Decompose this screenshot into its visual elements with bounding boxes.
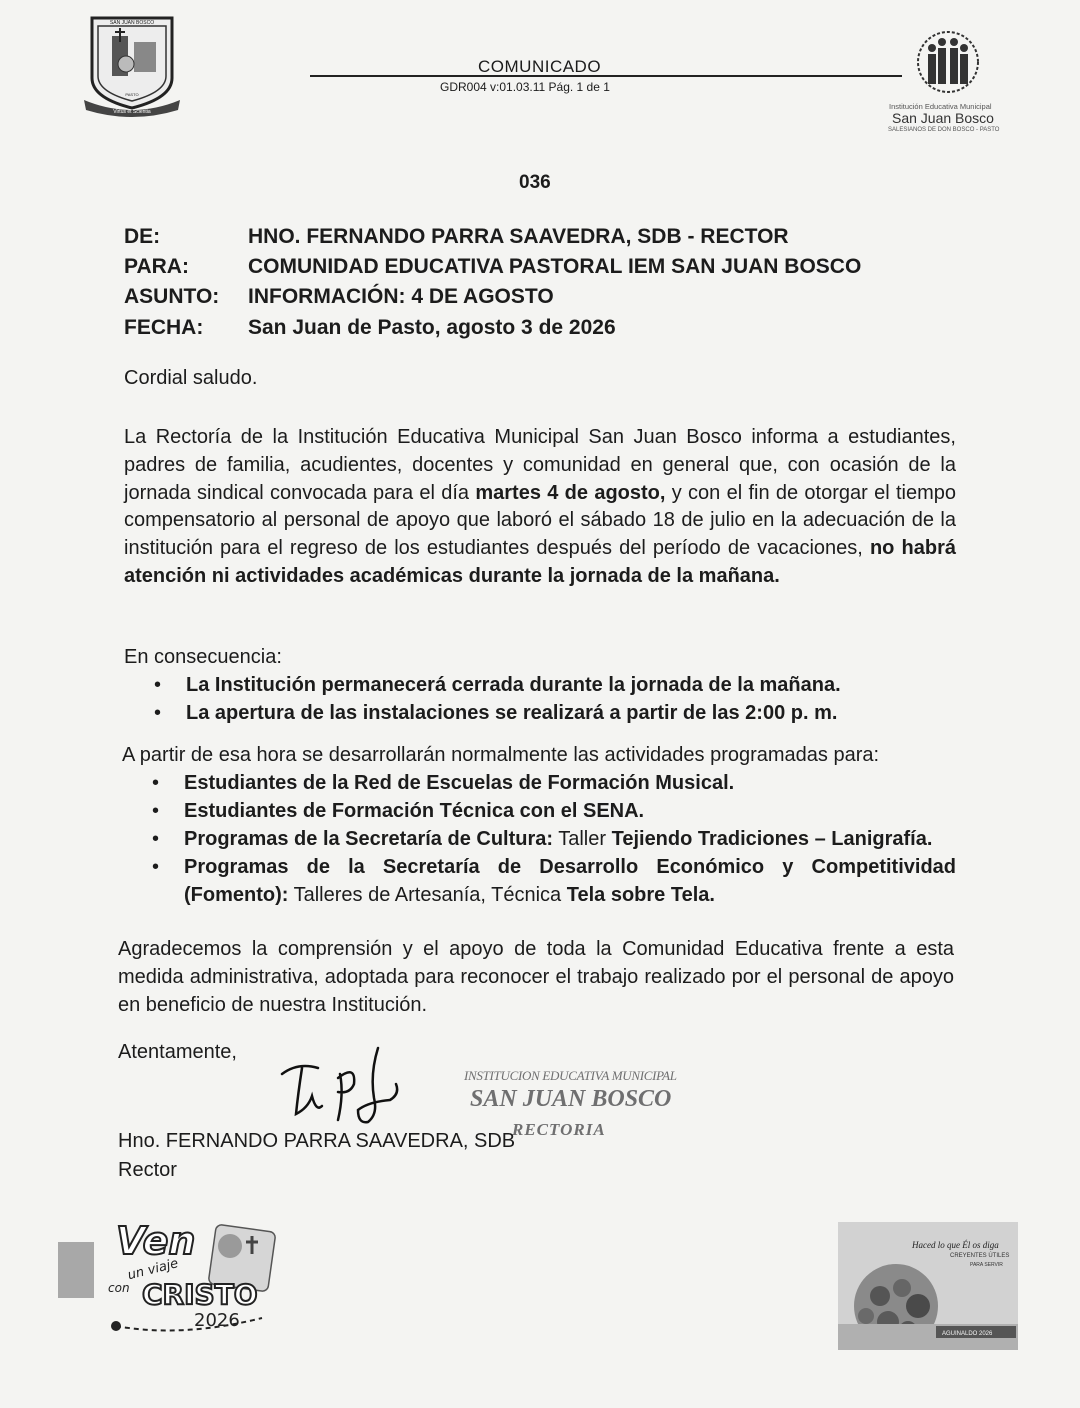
signer-role: Rector <box>118 1159 177 1181</box>
activity-item <box>122 797 956 825</box>
ven-un-viaje-con-cristo-logo <box>102 1214 280 1334</box>
aguinaldo-subtitle1: CREYENTES ÚTILES <box>950 1253 1010 1259</box>
cristo-text: CRISTO <box>142 1278 258 1311</box>
consequences-intro: En consecuencia: <box>124 646 282 668</box>
activity-title: Programas de la Secretaría de Desarrollo Económico y Competitividad (Fomento): <box>184 856 956 906</box>
activities-intro: A partir de esa hora se desarrollarán normalmente las actividades programadas para: <box>122 744 880 766</box>
main-paragraph-part2: y con el fin de otorgar el tiempo compensatorio al personal de apoyo que laboró el sábado 18 de julio en la adecuación de la institución para el regreso de los estudiantes después del período de vacaciones, <box>124 481 956 560</box>
activity-text: Taller <box>553 828 612 850</box>
activity-item <box>122 769 956 797</box>
memo-subject-row <box>124 285 554 309</box>
memo-from-row <box>124 225 789 249</box>
crest-city-text: PASTO <box>125 92 139 97</box>
aguinaldo-subtitle2: PARA SERVIR <box>970 1262 1003 1268</box>
activity-highlight: Tejiendo Tradiciones – Lanigrafía. <box>611 828 933 850</box>
activity-text: Estudiantes de la Red de Escuelas de Formación Musical. <box>184 772 735 794</box>
signer-name: Hno. FERNANDO PARRA SAAVEDRA, SDB <box>118 1130 516 1152</box>
consequence-text: La apertura de las instalaciones se realizará a partir de las 2:00 p. m. <box>186 702 838 724</box>
memo-subject-value: INFORMACIÓN: 4 DE AGOSTO <box>248 285 554 308</box>
year-text: 2026 <box>194 1310 240 1331</box>
document-number: 036 <box>519 172 551 193</box>
memo-subject-label: ASUNTO: <box>124 285 220 308</box>
activity-text: Talleres de Artesanía, Técnica <box>288 884 567 906</box>
memo-from-value: HNO. FERNANDO PARRA SAAVEDRA, SDB - RECTOR <box>248 225 789 248</box>
activities-section <box>122 741 956 909</box>
logo-caption-line3: SALESIANOS DE DON BOSCO - PASTO <box>888 127 1000 133</box>
aguinaldo-year-label: AGUINALDO 2026 <box>942 1331 993 1337</box>
aguinaldo-logo <box>838 1222 1018 1350</box>
scan-edge-bar <box>58 1242 94 1298</box>
consequences-list <box>124 671 964 727</box>
stamp-line2: SAN JUAN BOSCO <box>470 1086 672 1112</box>
con-text: con <box>108 1281 130 1295</box>
stamp-line1: INSTITUCION EDUCATIVA MUNICIPAL <box>464 1068 677 1083</box>
activity-item <box>122 825 956 853</box>
main-paragraph <box>124 424 956 591</box>
header-divider <box>310 75 902 77</box>
aguinaldo-motto: Haced lo que Él os diga <box>912 1240 999 1250</box>
consequence-item <box>124 699 964 727</box>
document-code: GDR004 v:01.03.11 Pág. 1 de 1 <box>440 80 610 94</box>
memo-date-row <box>124 316 616 340</box>
memo-date-label: FECHA: <box>124 316 204 339</box>
crest-motto-text: Virtus et Scientia <box>113 109 151 115</box>
greeting: Cordial saludo. <box>124 367 258 389</box>
closing-salutation: Atentamente, <box>118 1041 237 1063</box>
activity-text: Estudiantes de Formación Técnica con el SENA. <box>184 800 645 822</box>
memo-date-value: San Juan de Pasto, agosto 3 de 2026 <box>248 316 616 339</box>
crest-name-text: SAN JUAN BOSCO <box>109 20 155 26</box>
logo-caption-line2: San Juan Bosco <box>892 110 994 126</box>
un-viaje-text: un viaje <box>126 1256 180 1284</box>
ven-text: Ven <box>116 1219 196 1263</box>
closing-paragraph: Agradecemos la comprensión y el apoyo de toda la Comunidad Educativa frente a esta medida administrativa, adoptada para reconocer el trabajo realizado por el personal de apoyo en beneficio de nuestra Institución. <box>118 938 954 1016</box>
consequence-text: La Institución permanecerá cerrada durante la jornada de la mañana. <box>186 674 841 696</box>
memo-from-label: DE: <box>124 225 161 248</box>
main-paragraph-part1: La Rectoría de la Institución Educativa Municipal San Juan Bosco informa a estudiantes, padres de familia, acudientes, docentes y comunidad en general que, con ocasión de la jornada sindical convocada para el día <box>124 426 956 504</box>
document-title: COMUNICADO <box>478 57 602 76</box>
main-paragraph-date: martes 4 de agosto, <box>475 481 666 504</box>
memo-to-value: COMUNIDAD EDUCATIVA PASTORAL IEM SAN JUAN BOSCO <box>248 255 862 278</box>
activity-highlight: Tela sobre Tela. <box>566 884 715 906</box>
consequences-section <box>124 643 964 727</box>
activity-title: Programas de la Secretaría de Cultura: <box>184 828 554 850</box>
stamp-line3: RECTORIA <box>512 1120 606 1139</box>
school-crest-logo <box>82 12 182 117</box>
activity-item <box>122 853 956 909</box>
memo-to-label: PARA: <box>124 255 189 278</box>
memo-to-row <box>124 255 861 279</box>
main-paragraph-notice: no habrá atención ni actividades académicas durante la jornada de la mañana. <box>124 537 956 587</box>
activities-list <box>122 769 956 909</box>
consequence-item <box>124 671 964 699</box>
handwritten-signature <box>278 1044 408 1128</box>
logo-caption-line1: Institución Educativa Municipal <box>889 102 992 111</box>
institution-logo <box>886 28 1011 148</box>
